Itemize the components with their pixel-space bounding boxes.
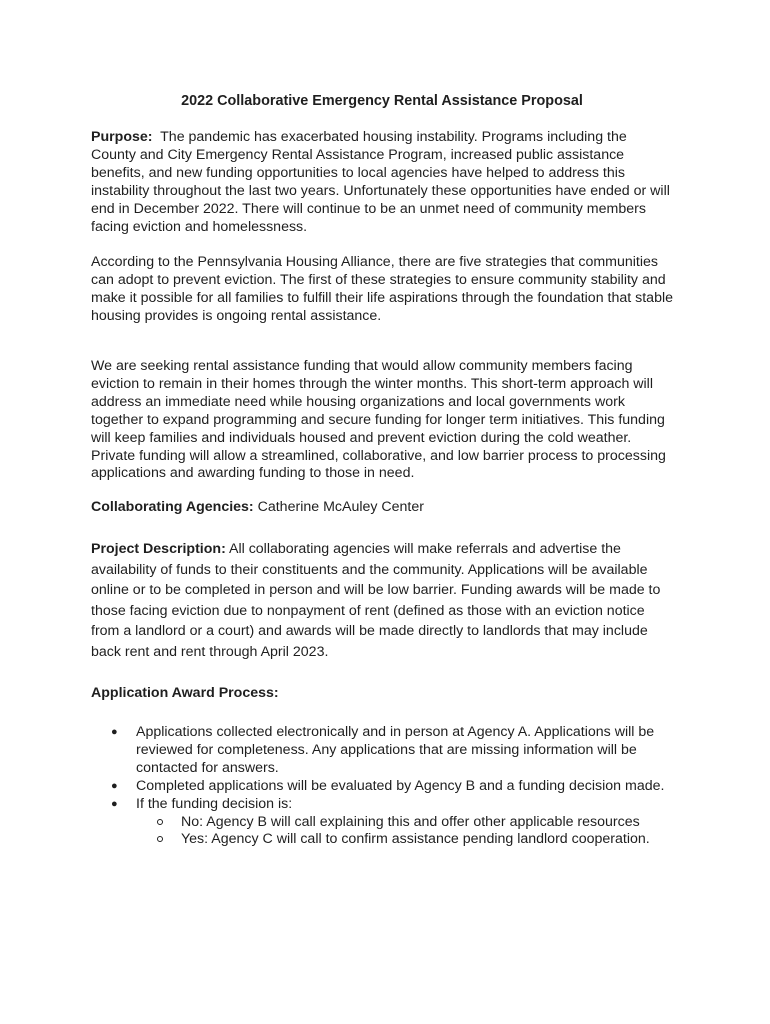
purpose-label: Purpose: <box>91 129 153 145</box>
award-process-list <box>91 724 673 849</box>
hollow-bullet-icon <box>157 836 163 842</box>
purpose-paragraph <box>91 129 673 236</box>
strategies-paragraph: According to the Pennsylvania Housing Alliance, there are five strategies that communities can adopt to prevent eviction. The first of these strategies to ensure community stability and make it possible for all families to fulfill their life aspirations through the foundation that stable housing provides is ongoing rental assistance. <box>91 254 673 324</box>
bullet-icon: ● <box>111 779 118 792</box>
funding-paragraph: We are seeking rental assistance funding that would allow community members facing eviction to remain in their homes through the winter months. This short-term approach will address an immediate need while housing organizations and local governments work together to expand programming and secure funding for longer term initiatives. This funding will keep families and individuals housed and prevent eviction during the cold weather. Private funding will allow a streamlined, collaborative, and low barrier process to processing applications and awarding funding to those in need. <box>91 358 666 482</box>
sublist-item <box>136 814 673 832</box>
list-item-text: Applications collected electronically and in person at Agency A. Applications will be reviewed for completeness. Any applications that are missing information will be contacted for answers. <box>136 724 655 776</box>
collaborating-agencies-paragraph <box>91 497 673 518</box>
sublist-item-text: No: Agency B will call explaining this and offer other applicable resources <box>181 813 640 830</box>
sublist-item <box>136 831 673 849</box>
sublist-item-text: Yes: Agency C will call to confirm assistance pending landlord cooperation. <box>181 831 650 848</box>
list-item <box>91 778 673 796</box>
project-description-label: Project Description: <box>91 541 226 557</box>
list-item <box>91 724 673 778</box>
collaborating-agencies-label: Collaborating Agencies: <box>91 499 254 515</box>
list-item-text: If the funding decision is: <box>136 795 293 812</box>
bullet-icon: ● <box>111 797 118 810</box>
project-description-text: All collaborating agencies will make referrals and advertise the availability of funds to their constituents and the community. Applications will be available online or to be completed in person and will be low barrier. Funding awards will be made to those facing eviction due to nonpayment of rent (defined as those with an eviction notice from a landlord or a court) and awards will be made directly to landlords that may include back rent and rent through April 2023. <box>91 541 661 660</box>
funding-decision-sublist <box>136 814 673 850</box>
purpose-text: The pandemic has exacerbated housing instability. Programs including the County and City Emergency Rental Assistance Program, increased public assistance benefits, and new funding opportunities to local agencies have helped to address this instability throughout the last two years. Unfortunately these opportunities have ended or will end in December 2022. There will continue to be an unmet need of community members facing eviction and homelessness. <box>91 129 670 235</box>
collaborating-agencies-text: Catherine McAuley Center <box>257 499 424 515</box>
hollow-bullet-icon <box>157 819 163 825</box>
bullet-icon: ● <box>111 726 118 738</box>
list-item <box>91 796 673 850</box>
project-description-paragraph <box>91 539 673 663</box>
application-award-process-heading: Application Award Process: <box>91 685 279 701</box>
document-title: 2022 Collaborative Emergency Rental Assistance Proposal <box>181 93 583 109</box>
list-item-text: Completed applications will be evaluated by Agency B and a funding decision made. <box>136 777 665 794</box>
